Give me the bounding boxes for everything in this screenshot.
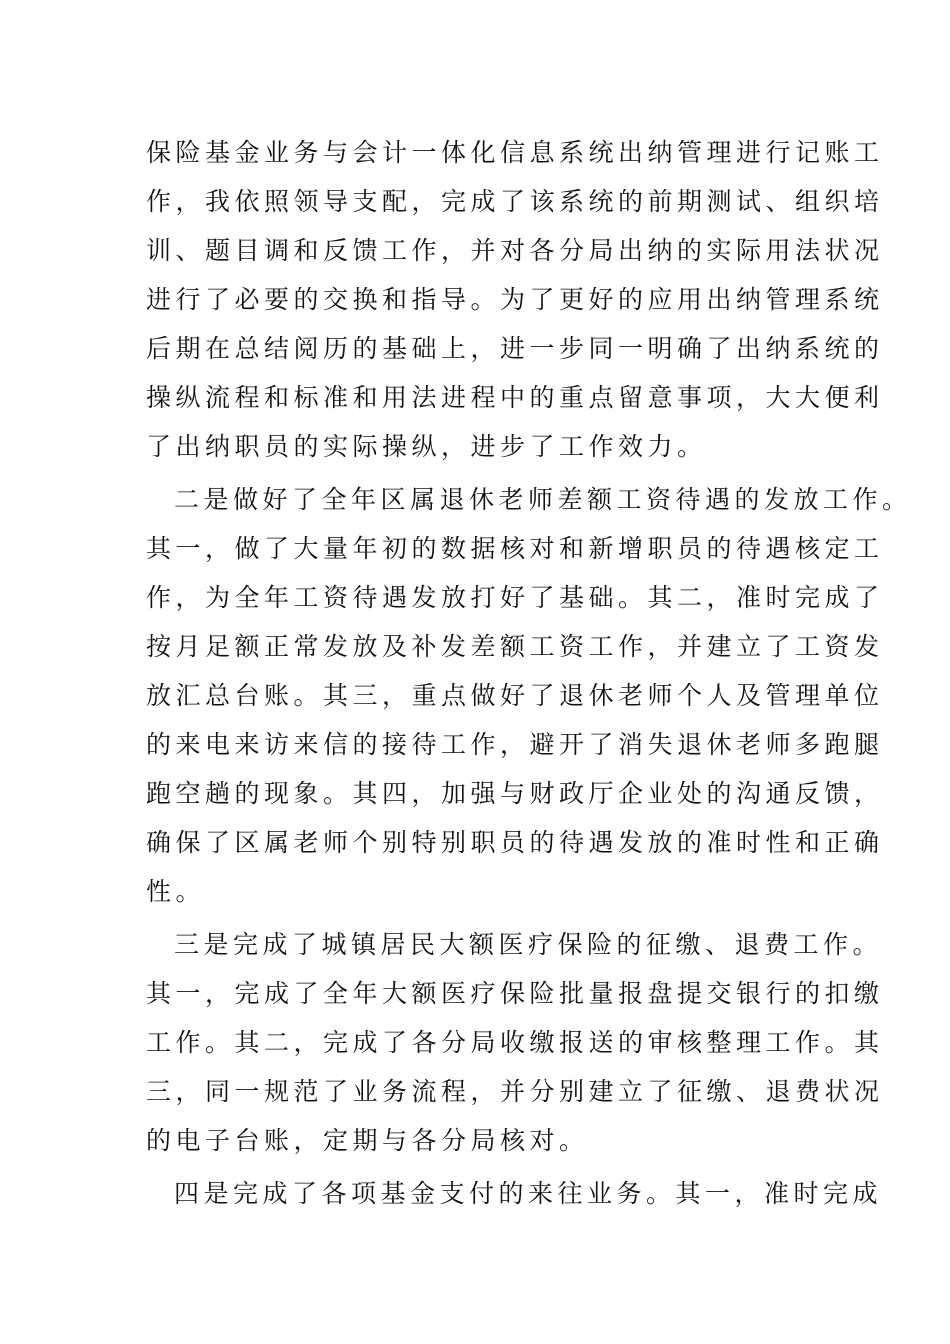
text-line: 按月足额正常发放及补发差额工资工作，并建立了工资发 <box>146 632 884 661</box>
text-line: 了出纳职员的实际操纵，进步了工作效力。 <box>146 432 707 461</box>
paragraph-first-line: 二是做好了全年区属退休老师差额工资待遇的发放工作。 <box>174 485 912 514</box>
text-line: 保险基金业务与会计一体化信息系统出纳管理进行记账工 <box>146 138 884 167</box>
text-line: 其一，做了大量年初的数据核对和新增职员的待遇核定工 <box>146 534 884 563</box>
text-line: 三，同一规范了业务流程，并分别建立了征缴、退费状况 <box>146 1077 884 1106</box>
text-line: 性。 <box>146 877 206 906</box>
text-line: 的来电来访来信的接待工作，避开了消失退休老师多跑腿 <box>146 730 884 759</box>
text-line: 确保了区属老师个别特别职员的待遇发放的准时性和正确 <box>146 828 884 857</box>
text-line: 跑空趟的现象。其四，加强与财政厅企业处的沟通反馈， <box>146 779 884 808</box>
text-line: 进行了必要的交换和指导。为了更好的应用出纳管理系统 <box>146 285 884 314</box>
paragraph-first-line: 四是完成了各项基金支付的来往业务。其一，准时完成 <box>174 1179 883 1208</box>
text-line: 操纵流程和标准和用法进程中的重点留意事项，大大便利 <box>146 383 884 412</box>
text-line: 后期在总结阅历的基础上，进一步同一明确了出纳系统的 <box>146 334 884 363</box>
text-line: 训、题目调和反馈工作，并对各分局出纳的实际用法状况 <box>146 236 884 265</box>
text-line: 作，为全年工资待遇发放打好了基础。其二，准时完成了 <box>146 583 884 612</box>
text-line: 其一，完成了全年大额医疗保险批量报盘提交银行的扣缴 <box>146 979 884 1008</box>
paragraph-first-line: 三是完成了城镇居民大额医疗保险的征缴、退费工作。 <box>174 930 883 959</box>
text-line: 的电子台账，定期与各分局核对。 <box>146 1126 589 1155</box>
text-line: 作，我依照领导支配，完成了该系统的前期测试、组织培 <box>146 187 884 216</box>
text-line: 放汇总台账。其三，重点做好了退休老师个人及管理单位 <box>146 681 884 710</box>
text-line: 工作。其二，完成了各分局收缴报送的审核整理工作。其 <box>146 1028 884 1057</box>
